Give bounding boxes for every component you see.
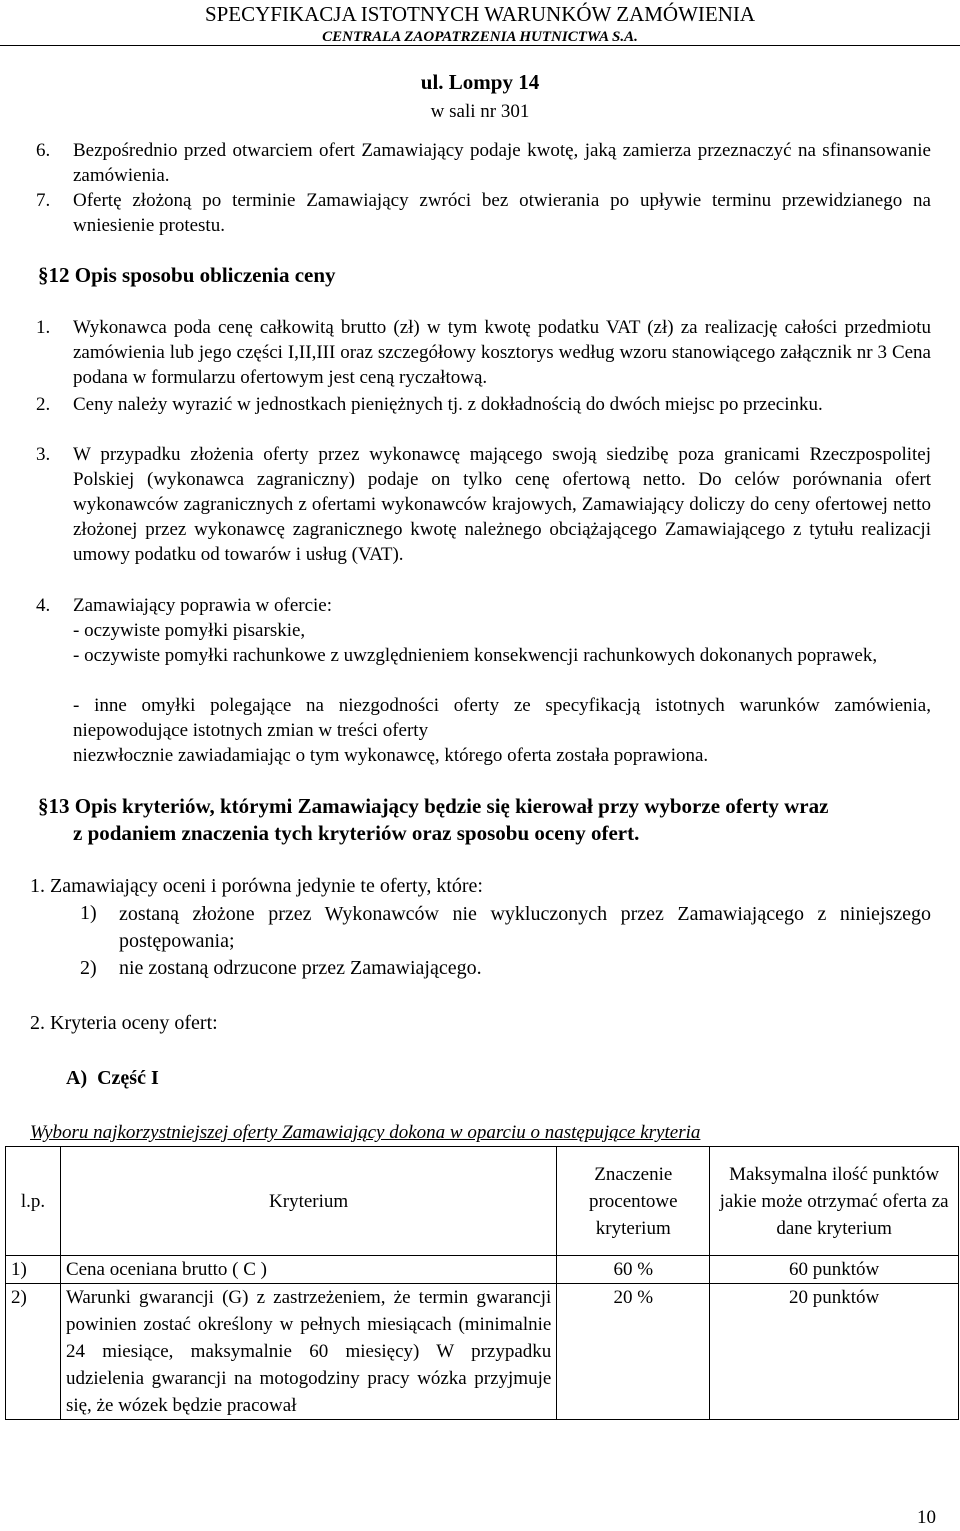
section-13-title-line-2: z podaniem znaczenia tych kryteriów oraz sposobu oceny ofert. [73,821,640,845]
part-a-label: A) Część I [66,1067,159,1089]
condition-number: 1) [80,902,97,924]
header-percent: Znaczenie procentowe kryterium [557,1147,710,1256]
address-room: w sali nr 301 [430,101,530,122]
document-header-title: SPECYFIKACJA ISTOTNYCH WARUNKÓW ZAMÓWIENIA [204,2,756,26]
list-item-text: Bezpośrednio przed otwarciem ofert Zamawiający podaje kwotę, jaką zamierza przeznaczyć na sfinansowanie zamówienia. [73,140,931,186]
address-street: ul. Lompy 14 [420,70,540,94]
cell-criterion: Warunki gwarancji (G) z zastrzeżeniem, że termin gwarancji powinien zostać określony w pełnych miesiącach (minimalnie 24 miesiące, maksymalnie 60 miesięcy) W przypadku udzielenia gwarancji na motogodziny pracy wózka przyjmuje się, że wózek będzie pracował [60,1284,556,1420]
cell-percent: 60 % [557,1256,710,1284]
list-item-text: Ceny należy wyrazić w jednostkach pieniężnych tj. z dokładnością do dwóch miejsc po przecinku. [73,394,823,415]
page-number: 10 [917,1507,936,1528]
list-item-number: 4. [36,595,51,616]
list-item-number: 2. [36,394,51,415]
list-item-number: 1. [36,317,51,338]
correction-item: - inne omyłki polegające na niezgodności oferty ze specyfikacją istotnych warunków zamówienia, niepowodujące istotnych zmian w treści oferty [73,695,931,741]
correction-conclusion: niezwłocznie zawiadamiając o tym wykonawcę, którego oferta została poprawiona. [73,745,709,766]
section-13-title-line-1: §13 Opis kryteriów, którymi Zamawiający będzie się kierował przy wyborze oferty wraz [38,794,829,818]
table-row [6,1256,959,1284]
criteria-heading: 2. Kryteria oceny ofert: [30,1012,218,1034]
table-row [6,1284,959,1420]
correction-item: - oczywiste pomyłki pisarskie, [73,620,306,641]
cell-lp: 1) [6,1256,61,1284]
criteria-caption: Wyboru najkorzystniejszej oferty Zamawiający dokona w oparciu o następujące kryteria [30,1122,701,1143]
list-item-text: Zamawiający poprawia w ofercie: [73,595,333,616]
list-item-number: 3. [36,444,51,465]
list-item-number: 7. [36,190,51,211]
list-item-text: W przypadku złożenia oferty przez wykonawcę mającego swoją siedzibę poza granicami Rzeczpospolitej Polskiej (wykonawca zagraniczny) podaje on tylko cenę ofertową netto. Do celów porównania ofert wykonawców zagranicznych z ofertami wykonawców krajowych, Zamawiający doliczy do ceny ofertowej netto złożonej przez wykonawcę zagranicznego kwotę należnego obciążającego Zamawiającego z tytułu realizacji umowy podatku od towarów i usług (VAT). [73,444,931,565]
cell-percent: 20 % [557,1284,710,1420]
criteria-intro: 1. Zamawiający oceni i porówna jedynie te oferty, które: [30,875,483,897]
cell-points: 60 punktów [710,1256,959,1284]
cell-lp: 2) [6,1284,61,1420]
condition-text: zostaną złożone przez Wykonawców nie wykluczonych przez Zamawiającego z niniejszego postępowania; [119,903,931,952]
header-max-points: Maksymalna ilość punktów jakie może otrzymać oferta za dane kryterium [710,1147,959,1256]
header-divider [0,45,960,46]
criteria-table [5,1146,959,1420]
table-header-row [6,1147,959,1256]
condition-text: nie zostaną odrzucone przez Zamawiającego. [119,957,482,979]
cell-points: 20 punktów [710,1284,959,1420]
list-item-text: Ofertę złożoną po terminie Zamawiający zwróci bez otwierania po upływie terminu przewidzianego na wniesienie protestu. [73,190,931,236]
condition-number: 2) [80,957,97,979]
correction-item: - oczywiste pomyłki rachunkowe z uwzględnieniem konsekwencji rachunkowych dokonanych poprawek, [73,645,878,666]
list-item-number: 6. [36,140,51,161]
header-lp: l.p. [6,1147,61,1256]
header-criterion: Kryterium [60,1147,556,1256]
section-12-title: §12 Opis sposobu obliczenia ceny [38,263,336,287]
document-header-company: CENTRALA ZAOPATRZENIA HUTNICTWA S.A. [322,29,638,45]
cell-criterion: Cena oceniana brutto ( C ) [60,1256,556,1284]
list-item-text: Wykonawca poda cenę całkowitą brutto (zł) w tym kwotę podatku VAT (zł) za realizację całości przedmiotu zamówienia lub jego części I,II,III oraz szczegółowy kosztorys według wzoru stanowiącego załącznik nr 3 Cena podana w formularzu ofertowym jest ceną ryczałtową. [73,317,931,388]
